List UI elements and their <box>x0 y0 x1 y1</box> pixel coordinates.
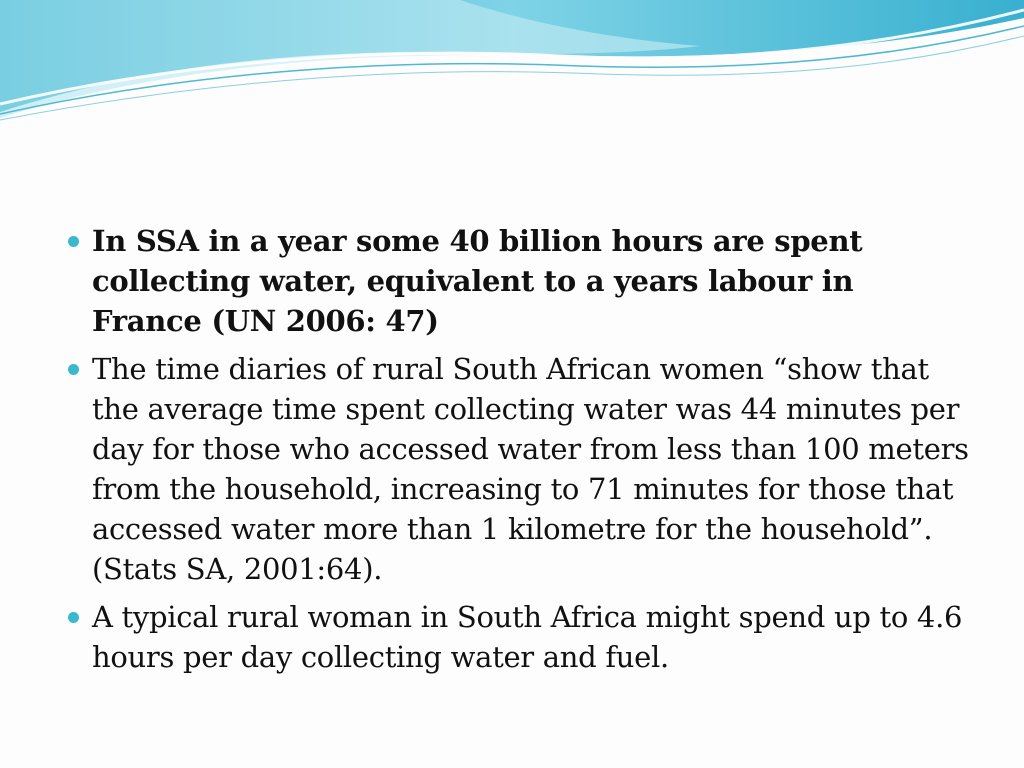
bullet-dot-icon <box>68 364 79 375</box>
bullet-list <box>62 221 972 677</box>
bullet-item-rural-woman <box>62 597 972 677</box>
bullet-dot-icon <box>68 236 79 247</box>
bullet-item-water-hours <box>62 221 972 341</box>
bullet-dot-icon <box>68 612 79 623</box>
bullet-content <box>62 221 972 685</box>
wave-header-decoration <box>0 0 1024 130</box>
bullet-item-time-diaries <box>62 349 972 589</box>
bullet-text: In SSA in a year some 40 billion hours are spent collecting water, equivalent to a years labour in France (UN 2006: 47) <box>92 224 863 338</box>
bullet-text: A typical rural woman in South Africa might spend up to 4.6 hours per day collecting water and fuel. <box>92 600 963 674</box>
bullet-text: The time diaries of rural South African women “show that the average time spent collecting water was 44 minutes per day for those who accessed water from less than 100 meters from the household, increasing to 71 minutes for those that accessed water more than 1 kilometre for the household”. (Stats SA, 2001:64). <box>92 352 969 586</box>
